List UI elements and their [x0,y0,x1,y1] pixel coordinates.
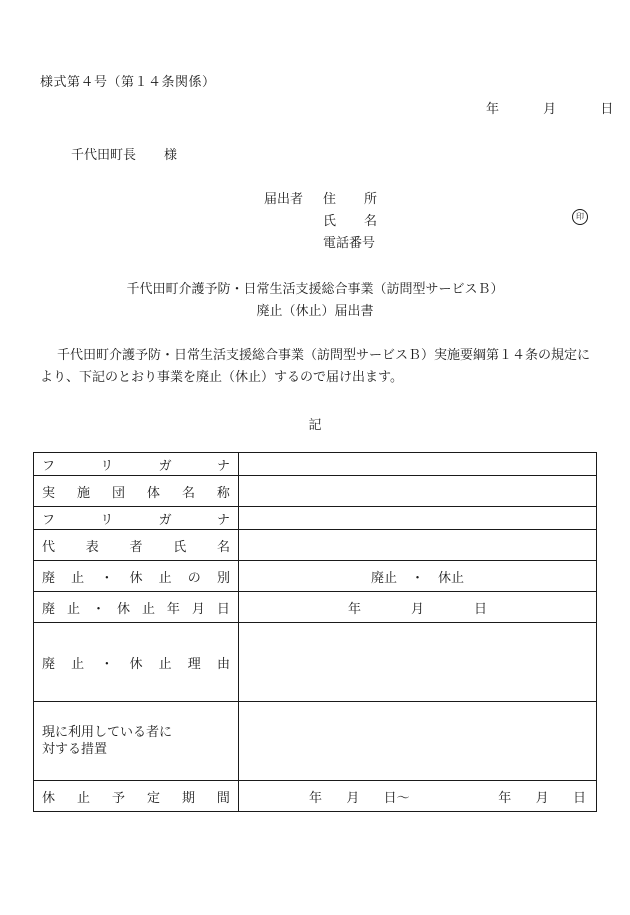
notifier-label: 届出者 [264,192,304,207]
reason-label-text-char: 由 [216,656,230,672]
date-month-cell: 月 [410,601,424,617]
org-name-text-char: 団 [111,485,125,501]
period-to-month: 月 [535,790,549,806]
type-option-suspend: 休止 [438,570,465,586]
org-name-input[interactable] [239,476,597,507]
date-month: 月 [543,102,557,117]
body-paragraph [40,345,600,389]
furigana-input-1[interactable] [239,453,597,476]
period-label-text-char: 間 [216,790,230,806]
type-label [34,561,239,592]
date-label-text-char: 止 [66,601,80,617]
date-label-text-char: 月 [191,601,205,617]
type-label-text-char: 別 [216,570,230,586]
seal-mark: 印 [572,209,588,225]
rep-name-text-char: 代 [42,539,56,555]
measures-label-line2: 対する措置 [42,742,108,757]
reason-label [34,623,239,702]
period-to-day: 日 [572,790,586,806]
date-day-cell: 日 [474,601,488,617]
table-row [34,507,597,530]
date-label-text-char: 日 [216,601,230,617]
submission-date [486,98,613,117]
addressee-name: 千代田町長 [71,148,137,163]
furigana-1-char: ナ [216,458,230,474]
furigana-1-char: ガ [158,458,172,474]
date-year-cell: 年 [347,601,361,617]
date-label-text-char: 休 [116,601,130,617]
addressee-honorific: 様 [164,148,178,163]
phone-label: 電話番号 [323,236,376,251]
reason-label-text-char: 休 [129,656,143,672]
period-label-text-char: 期 [181,790,195,806]
date-day: 日 [600,102,614,117]
org-name-text-char: 施 [76,485,90,501]
date-label-text-char: 廃 [42,601,56,617]
type-label-text-char: ・ [100,570,114,586]
reason-label-text-char: 廃 [42,656,56,672]
reason-label-text-char: 止 [71,656,85,672]
reason-label-text-char: ・ [100,656,114,672]
date-label-text-char: ・ [91,601,105,617]
type-value[interactable] [239,561,597,592]
furigana-2-char: フ [42,512,56,528]
furigana-label-1 [34,453,239,476]
rep-name-text-char: 表 [85,539,99,555]
table-row [34,453,597,476]
document-title-line1: 千代田町介護予防・日常生活支援総合事業（訪問型サービスＢ） [126,282,504,297]
furigana-2-char: リ [100,512,114,528]
type-label-text-char: 廃 [42,570,56,586]
period-value[interactable] [239,781,597,812]
period-to-year: 年 [498,790,512,806]
table-row [34,592,597,623]
document-title-line2: 廃止（休止）届出書 [256,304,374,319]
period-label-text-char: 休 [42,790,56,806]
reason-label-text-char: 理 [187,656,201,672]
date-year: 年 [486,102,500,117]
table-row [34,623,597,702]
period-label [34,781,239,812]
date-label-text-char: 止 [141,601,155,617]
date-label [34,592,239,623]
type-label-text-char: 止 [158,570,172,586]
rep-name-label [34,530,239,561]
addressee [71,144,177,163]
type-option-abolish: 廃止 [370,570,397,586]
org-name-text-char: 体 [146,485,160,501]
furigana-2-char: ガ [158,512,172,528]
org-name-text-char: 実 [42,485,56,501]
type-label-text-char: 止 [71,570,85,586]
org-name-text-char: 称 [216,485,230,501]
period-from-year: 年 [309,790,323,806]
body-text: 千代田町介護予防・日常生活支援総合事業（訪問型サービスＢ）実施要綱第１４条の規定により、下記のとおり事業を廃止（休止）するので届け出ます。 [40,348,591,385]
reason-input[interactable] [239,623,597,702]
period-from-month: 月 [346,790,360,806]
table-row [34,561,597,592]
table-row [34,476,597,507]
notification-form-table [33,452,597,812]
type-label-text-char: 休 [129,570,143,586]
rep-name-text-char: 氏 [173,539,187,555]
measures-input[interactable] [239,702,597,781]
rep-name-text-char: 名 [216,539,230,555]
period-label-text-char: 止 [76,790,90,806]
table-row [34,702,597,781]
furigana-1-char: フ [42,458,56,474]
reason-label-text-char: 止 [158,656,172,672]
furigana-2-char: ナ [216,512,230,528]
name-label: 氏名 [323,214,406,229]
table-row [34,781,597,812]
measures-label-line1: 現に利用している者に [42,725,173,740]
org-name-text-char: 名 [181,485,195,501]
address-label: 住所 [323,192,406,207]
form-number: 様式第４号（第１４条関係） [40,75,216,90]
org-name-label [34,476,239,507]
type-label-text-char: の [187,570,201,586]
date-label-text-char: 年 [166,601,180,617]
furigana-input-2[interactable] [239,507,597,530]
period-label-text-char: 予 [111,790,125,806]
period-from-day: 日～ [383,790,410,806]
rep-name-text-char: 者 [129,539,143,555]
rep-name-input[interactable] [239,530,597,561]
furigana-label-2 [34,507,239,530]
table-row [34,530,597,561]
measures-label [34,702,239,781]
ki-heading: 記 [308,418,322,433]
date-value[interactable] [239,592,597,623]
period-label-text-char: 定 [146,790,160,806]
type-separator: ・ [410,570,424,586]
furigana-1-char: リ [100,458,114,474]
